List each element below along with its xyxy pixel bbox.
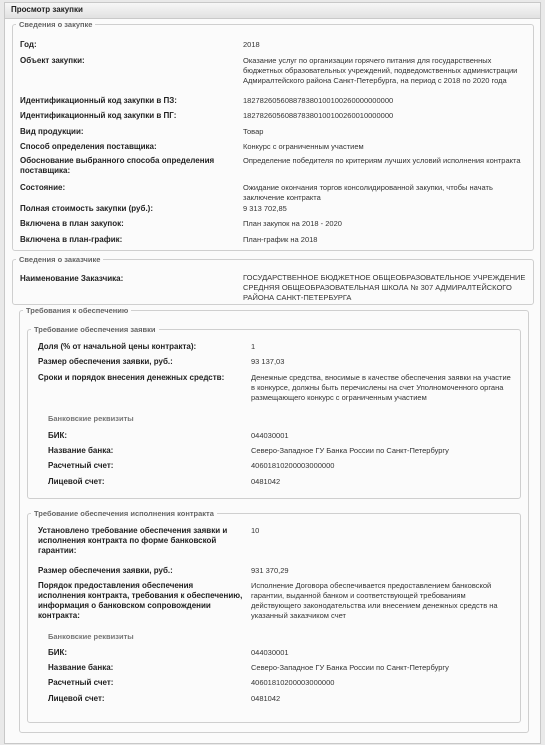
bid-share-value: 1 [251,342,256,351]
contract-amount-label: Размер обеспечения заявки, руб.: [38,566,173,575]
purchase-info-section [12,20,534,251]
contract-procedure-value: Исполнение Договора обеспечивается предоставлением банковской гарантии, выданной банком и соответствующей требованиям действующего законодательства или внесением денежных средств на указанный заказчиком счет [251,581,498,620]
bid-terms-value: Денежные средства, вносимые в качестве обеспечения заявки на участие в конкурсе, должны быть перечислены на счет Уполномоченного органа размещающего конкурс с ограниченным участием [251,373,511,402]
product-type-label: Вид продукции: [20,127,84,136]
bank-guarantee-label: Установлено требование обеспечения заявки и исполнения контракта по форме банковской гарантии: [38,526,228,555]
year-label: Год: [20,40,37,49]
contract-bank-name-label: Название банка: [48,663,114,672]
contract-bank-name-value: Северо-Западное ГУ Банка России по Санкт-Петербургу [251,663,449,672]
supplier-method-label: Способ определения поставщика: [20,142,157,151]
contract-bank-details-legend: Банковские реквизиты [48,632,134,641]
year-value: 2018 [243,40,260,49]
supplier-method-value: Конкурс с ограниченным участием [243,142,364,151]
contract-bik-label: БИК: [48,648,68,657]
customer-info-legend: Сведения о заказчике [19,255,101,264]
contract-account-value: 40601810200003000000 [251,678,335,687]
total-cost-label: Полная стоимость закупки (руб.): [20,204,153,213]
procurement-plan-link[interactable]: План закупок на 2018 - 2020 [243,219,342,228]
bid-personal-account-label: Лицевой счет: [48,477,105,486]
bid-terms-label: Сроки и порядок внесения денежных средств: [38,373,225,382]
procurement-plan-label: Включена в план закупок: [20,219,124,228]
id-code-pg-value: 182782605608878380100100260010000000 [243,111,394,120]
bid-amount-value: 93 137,03 [251,357,285,366]
id-code-pz-label: Идентификационный код закупки в ПЗ: [20,96,177,105]
bid-bank-name-value: Северо-Западное ГУ Банка России по Санкт-Петербургу [251,446,449,455]
plan-schedule-label: Включена в план-график: [20,235,123,244]
product-type-value: Товар [243,127,264,136]
bid-account-value: 40601810200003000000 [251,461,335,470]
bid-bik-label: БИК: [48,431,68,440]
id-code-pz-value: 182782605608878380100100260000000000 [243,96,394,105]
plan-schedule-link[interactable]: План-график на 2018 [243,235,318,244]
purchase-info-legend: Сведения о закупке [19,20,93,29]
object-label: Объект закупки: [20,56,85,65]
bid-account-label: Расчетный счет: [48,461,114,470]
contract-bik-value: 044030001 [251,648,289,657]
object-value: Оказание услуг по организации горячего питания для государственных бюджетных образовательных учреждений, подведомственных администрации Адмиралтейского района Санкт-Петербурга, на период с 2018 по 2020 года [243,56,518,85]
bid-personal-account-value: 0481042 [251,477,281,486]
bid-bank-name-label: Название банка: [48,446,114,455]
contract-personal-account-label: Лицевой счет: [48,694,105,703]
purchase-view-window [4,2,541,744]
customer-name-label: Наименование Заказчика: [20,274,124,283]
customer-name-value: ГОСУДАРСТВЕННОЕ БЮДЖЕТНОЕ ОБЩЕОБРАЗОВАТЕЛЬНОЕ УЧРЕЖДЕНИЕ СРЕДНЯЯ ОБЩЕОБРАЗОВАТЕЛЬНАЯ ШКОЛА № 307 АДМИРАЛТЕЙСКОГО РАЙОНА САНКТ-ПЕТЕРБУРГА [243,273,526,302]
contract-security-legend: Требование обеспечения исполнения контракта [34,509,214,518]
status-value: Ожидание окончания торгов консолидированной закупки, чтобы начать заключение контракта [243,183,493,202]
window-title: Просмотр закупки [11,5,83,14]
bid-amount-label: Размер обеспечения заявки, руб.: [38,357,173,366]
contract-amount-value: 931 370,29 [251,566,289,575]
bid-bank-details-legend: Банковские реквизиты [48,414,134,423]
method-justification-value: Определение победителя по критериям лучших условий исполнения контракта [243,156,521,165]
status-label: Состояние: [20,183,66,192]
total-cost-value: 9 313 702,85 [243,204,287,213]
contract-procedure-label: Порядок предоставления обеспечения исполнения контракта, требования к обеспечению, информация о банковском сопровождении контракта: [38,581,243,620]
window-titlebar [5,3,540,19]
id-code-pg-label: Идентификационный код закупки в ПГ: [20,111,177,120]
bank-guarantee-value: 10 [251,526,260,535]
contract-personal-account-value: 0481042 [251,694,281,703]
contract-account-label: Расчетный счет: [48,678,114,687]
security-requirements-legend: Требования к обеспечению [26,306,129,315]
bid-security-legend: Требование обеспечения заявки [34,325,156,334]
bid-bik-value: 044030001 [251,431,289,440]
bid-share-label: Доля (% от начальной цены контракта): [38,342,197,351]
method-justification-label: Обоснование выбранного способа определения поставщика: [20,156,215,175]
